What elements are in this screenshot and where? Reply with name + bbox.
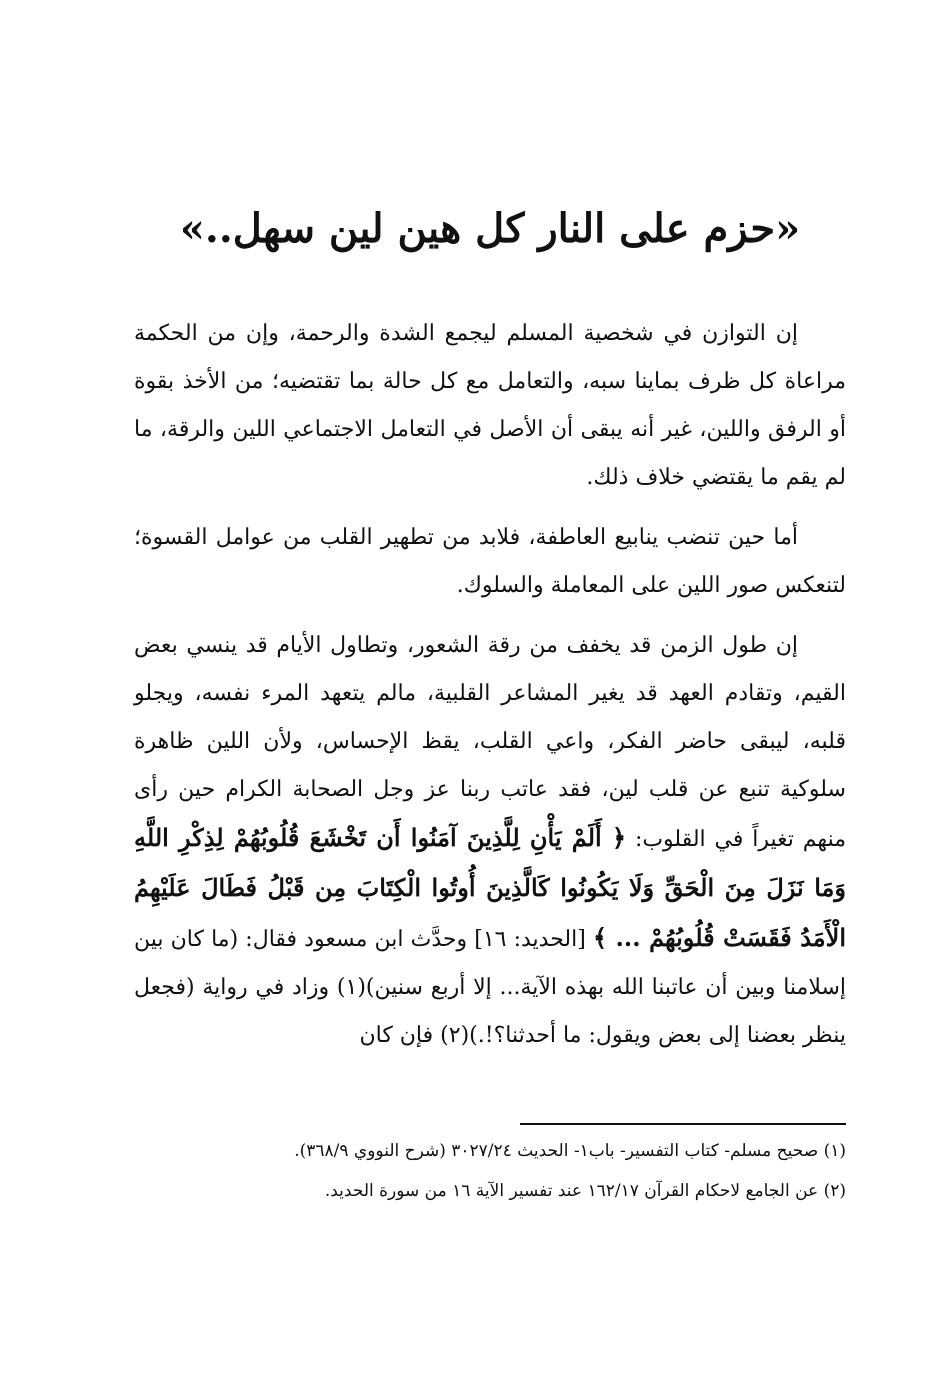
paragraph-1: إن التوازن في شخصية المسلم ليجمع الشدة والرحمة، وإن من الحكمة مراعاة كل ظرف بماينا سبه، والتعامل مع كل حالة بما تقتضيه؛ من الأخذ بقوة أو الرفق واللين، غير أنه يبقى أن الأصل في التعامل الاجتماعي اللين والرقة، ما لم يقم ما يقتضي خلاف ذلك. (134, 321, 846, 490)
page-title: «حزم على النار كل هين لين سهل..» (179, 204, 801, 252)
footnote-separator (520, 1123, 846, 1125)
footnote-2: (٢) عن الجامع لاحكام القرآن ١٦٢/١٧ عند تفسير الآية ١٦ من سورة الحديد. (324, 1181, 846, 1201)
paragraph-3-intro: إن طول الزمن قد يخفف من رقة الشعور، وتطاول الأيام قد ينسي بعض القيم، وتقادم العهد قد يغير المشاعر القلبية، مالم يتعهد المرء نفسه، ويجلو قلبه، ليبقى حاضر الفكر، واعي القلب، يقظ الإحساس، ولأن اللين ظاهرة سلوكية تنبع عن قلب لين، فقد عاتب ربنا عز وجل الصحابة الكرام حين رأى منهم تغيراً في القلوب: (134, 633, 846, 852)
main-text (134, 310, 846, 1072)
paragraph-3-outro: [الحديد: ١٦] وحدَّث ابن مسعود فقال: (ما كان بين إسلامنا وبين أن عاتبنا الله بهذه الآية... إلا أربع سنين)(١) وزاد في رواية (فجعل ينظر بعضنا إلى بعض ويقول: ما أحدثنا؟!.)(٢) فإن كان (134, 927, 847, 1048)
paragraph-3 (134, 622, 846, 1060)
footnotes (160, 1134, 846, 1208)
quran-verse: ﴿ أَلَمْ يَأْنِ لِلَّذِينَ آمَنُوا أَن تَخْشَعَ قُلُوبُهُمْ لِذِكْرِ اللَّهِ وَمَا نَزَلَ مِنَ الْحَقِّ وَلَا يَكُونُوا كَالَّذِينَ أُوتُوا الْكِتَابَ مِن قَبْلُ فَطَالَ عَلَيْهِمُ الْأَمَدُ فَقَسَتْ قُلُوبُهُمْ ... ﴾ (134, 823, 847, 952)
footnote-1: (١) صحيح مسلم- كتاب التفسير- باب١- الحديث ٣٠٢٧/٢٤ (شرح النووي ٣٦٨/٩). (294, 1141, 846, 1161)
paragraph-2: أما حين تنضب ينابيع العاطفة، فلابد من تطهير القلب من عوامل القسوة؛ لتنعكس صور اللين على المعاملة والسلوك. (134, 525, 846, 598)
